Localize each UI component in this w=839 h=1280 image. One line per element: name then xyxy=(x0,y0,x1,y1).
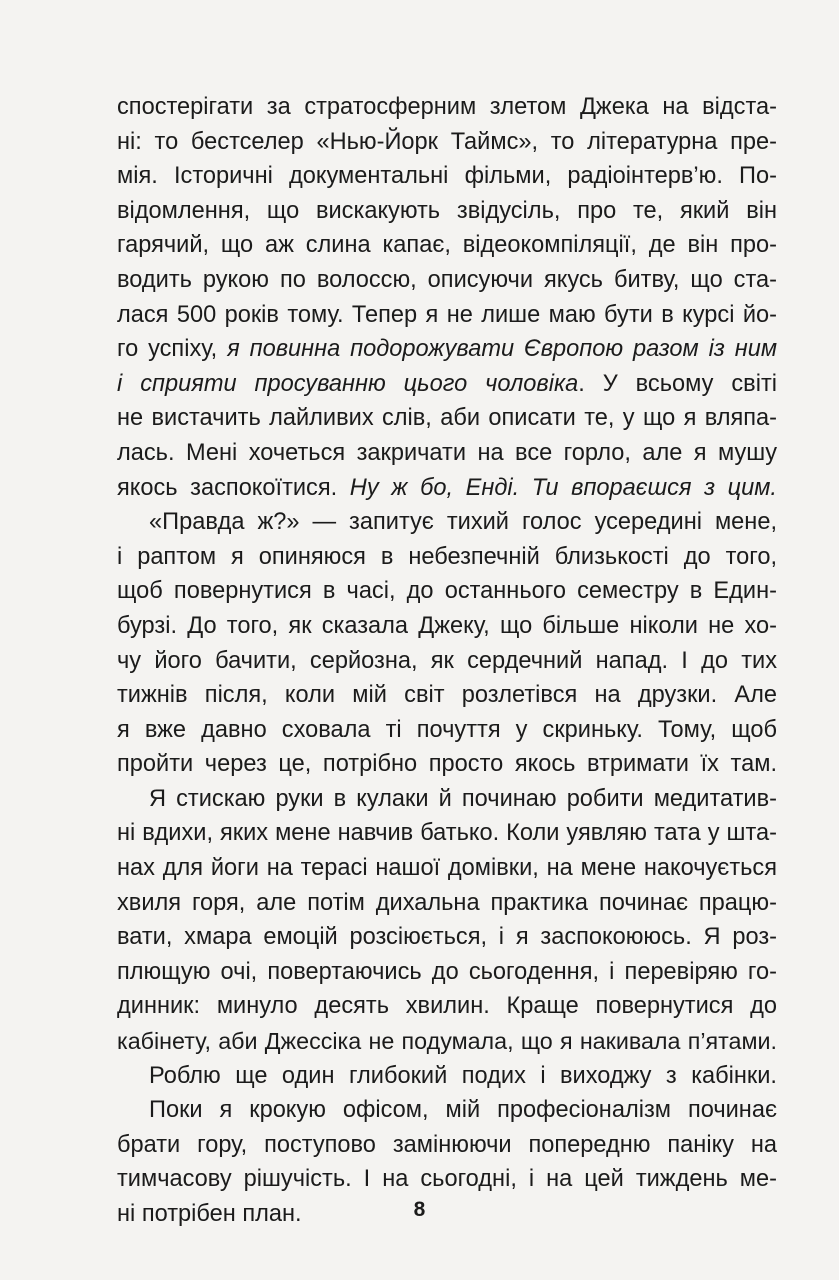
text-line xyxy=(117,816,777,851)
text-line xyxy=(117,920,777,955)
text-line xyxy=(117,747,777,782)
text-run: тимчасову рішучість. І на сьогодні, і на цей тиждень ме- xyxy=(117,1166,777,1193)
text-line xyxy=(117,194,777,229)
text-line xyxy=(117,401,777,436)
text-run: лася 500 років тому. Тепер я не лише маю бути в курсі йо- xyxy=(117,301,777,328)
text-run: ні: то бестселер «Нью-Йорк Таймс», то літературна пре- xyxy=(117,128,777,155)
text-run: бурзі. До того, як сказала Джеку, що більше ніколи не хо- xyxy=(117,612,777,639)
text-run: щоб повернутися в часі, до останнього семестру в Един- xyxy=(117,578,777,605)
text-run: кабінету, аби Джессіка не подумала, що я накивала п’ятами. xyxy=(117,1028,777,1055)
italic-text: Ну ж бо, Енді. Ти впораєшся з цим. xyxy=(349,474,777,501)
italic-text: і сприяти просуванню цього чоловіка xyxy=(117,370,579,397)
text-line xyxy=(117,505,777,540)
text-run: мія. Історичні документальні фільми, радіоінтерв’ю. По- xyxy=(117,163,777,190)
text-run: лась. Мені хочеться закричати на все горло, але я мушу xyxy=(117,439,777,466)
text-run: і раптом я опиняюся в небезпечній близькості до того, xyxy=(117,543,777,570)
text-line xyxy=(117,332,777,367)
text-line xyxy=(117,263,777,298)
text-line xyxy=(117,851,777,886)
text-line xyxy=(117,1162,777,1197)
text-run: водить рукою по волоссю, описуючи якусь битву, що ста- xyxy=(117,266,777,293)
text-run: вати, хмара емоцій розсіюється, і я заспокоююсь. Я роз- xyxy=(117,924,777,951)
text-line xyxy=(117,159,777,194)
italic-text: я повинна подорожувати Європою разом із ним xyxy=(227,336,777,363)
text-run: плющую очі, повертаючись до сьогодення, і перевіряю го- xyxy=(117,958,777,985)
text-run: . У всьому світі xyxy=(578,370,777,397)
text-run: Роблю ще один глибокий подих і виходжу з кабінки. xyxy=(149,1062,777,1089)
text-line xyxy=(117,782,777,817)
text-run: пройти через це, потрібно просто якось втримати їх там. xyxy=(117,751,777,778)
text-line xyxy=(117,298,777,333)
text-line xyxy=(117,1024,777,1059)
page-number: 8 xyxy=(413,1198,426,1221)
text-run: брати гору, поступово замінюючи попередню паніку на xyxy=(117,1131,777,1158)
text-run: не вистачить лайливих слів, аби описати те, у що я вляпа- xyxy=(117,405,777,432)
text-run: відомлення, що вискакують звідусіль, про те, який він xyxy=(117,197,777,224)
text-run: динник: минуло десять хвилин. Краще повернутися до xyxy=(117,993,777,1020)
text-line xyxy=(117,471,777,506)
text-run: я вже давно сховала ті почуття у скриньку. Тому, щоб xyxy=(117,716,777,743)
text-line xyxy=(117,1093,777,1128)
text-run: гарячий, що аж слина капає, відеокомпіляції, де він про- xyxy=(117,232,777,259)
text-run: чу його бачити, серйозна, як сердечний напад. І до тих xyxy=(117,647,777,674)
text-line xyxy=(117,609,777,644)
text-run: Поки я крокую офісом, мій професіоналізм починає xyxy=(149,1097,777,1124)
text-run: якось заспокоїтися. xyxy=(117,474,350,501)
text-run: го успіху, xyxy=(117,336,228,363)
text-line xyxy=(117,644,777,679)
text-run: ні вдихи, яких мене навчив батько. Коли уявляю тата у шта- xyxy=(117,820,777,847)
text-line xyxy=(117,1059,777,1094)
text-run: тижнів після, коли мій світ розлетівся на друзки. Але xyxy=(117,682,777,709)
text-run: спостерігати за стратосферним злетом Джека на відста- xyxy=(117,94,777,120)
text-line xyxy=(117,228,777,263)
body-text xyxy=(117,90,777,1232)
text-run: ні потрібен план. xyxy=(117,1201,302,1227)
text-line xyxy=(117,713,777,748)
text-run: «Правда ж?» — запитує тихий голос усередині мене, xyxy=(149,509,777,536)
text-line xyxy=(117,574,777,609)
text-line xyxy=(117,90,777,125)
text-run: хвиля горя, але потім дихальна практика починає працю- xyxy=(117,889,777,916)
text-line xyxy=(117,540,777,575)
text-line xyxy=(117,125,777,160)
text-line xyxy=(117,367,777,402)
text-line xyxy=(117,955,777,990)
text-line xyxy=(117,886,777,921)
text-line xyxy=(117,1128,777,1163)
text-run: Я стискаю руки в кулаки й починаю робити медитатив- xyxy=(149,785,777,812)
text-run: нах для йоги на терасі нашої домівки, на мене накочується xyxy=(117,855,777,882)
text-line xyxy=(117,678,777,713)
text-line xyxy=(117,436,777,471)
text-line xyxy=(117,989,777,1024)
